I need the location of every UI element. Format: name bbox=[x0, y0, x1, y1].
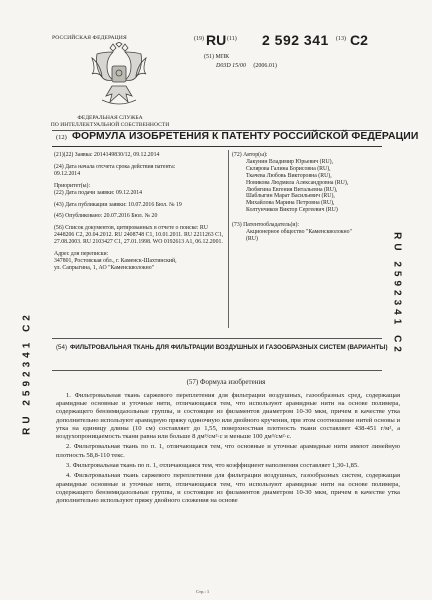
patent-office-label bbox=[40, 115, 180, 128]
author-item: Новикова Людмила Александровна (RU), bbox=[246, 179, 349, 186]
coat-of-arms-icon bbox=[90, 42, 148, 108]
ipc-code: D03D 15/00 bbox=[216, 63, 246, 69]
claim-paragraph: 3. Фильтровальная ткань по п. 1, отличающаяся тем, что коэффициент наполнения составляет 1,30-1,85. bbox=[66, 462, 359, 469]
document-title: ФОРМУЛА ИЗОБРЕТЕНИЯ К ПАТЕНТУ РОССИЙСКОЙ ФЕДЕРАЦИИ bbox=[72, 131, 419, 142]
invention-divider bbox=[52, 370, 382, 371]
column-divider bbox=[228, 150, 229, 328]
cited-references: (56) Список документов, цитированных в отчете о поиске: RU 2448206 C2, 20.04.2012. RU 2408748 C1, 10.01.2011. RU 2211263 C1, 27.08.2003. RU 2103427 C1, 27.01.1998. WO 0192613 A1, 06.12.2001. bbox=[54, 225, 224, 246]
service-line-1: ФЕДЕРАЛЬНАЯ СЛУЖБА bbox=[77, 115, 143, 121]
patent-number: 2 592 341 bbox=[262, 32, 329, 48]
application-publication: (43) Дата публикации заявки: 10.07.2016 Бюл. № 19 bbox=[54, 201, 182, 208]
service-line-2: ПО ИНТЕЛЛЕКТУАЛЬНОЙ СОБСТВЕННОСТИ bbox=[50, 121, 170, 128]
claim-paragraph: 1. Фильтровальная ткань саржевого переплетения для фильтрации воздушных, газообразных сред, содержащая арамидные основные и уточные нити, отличающаяся тем, что используют арамидные нити на основе полимера, содержащего бензимидазольные группы, и состоящие из филаментов диаметром 10-30 мкм, причем в качестве утка дополнительно используют арамидную пряжу одиночную или двойного кручения, при этом соотношение нитей основы и утка на единицу длины (10 см) составляет до 1,55, поверхностная плотность ткани составляет 438-451 г/м², а воздухопроницаемость ткани равна или больше 8 дм³/см²·с и меньше 100 дм³/см²·с. bbox=[56, 392, 400, 441]
author-item: Любягина Евгения Витальевна (RU), bbox=[246, 186, 338, 193]
formula-heading: (57) Формула изобретения bbox=[186, 378, 266, 386]
inid-code-12: (12) bbox=[56, 134, 67, 141]
filing-date: (22) Дата подачи заявки: 09.12.2014 bbox=[54, 189, 143, 196]
invention-title bbox=[56, 344, 396, 352]
ipc-classification bbox=[216, 63, 277, 69]
authors-label: (72) Автор(ы): bbox=[232, 152, 268, 158]
author-item: Колтунчиков Виктор Сергеевич (RU) bbox=[246, 207, 338, 214]
claims-text bbox=[56, 392, 400, 507]
patentee-label: (73) Патентообладатель(и): bbox=[232, 222, 300, 229]
inid-code-11: (11) bbox=[227, 36, 237, 42]
correspondence-line-1: 347801, Ростовская обл., г. Каменск-Шахтинский, bbox=[54, 257, 177, 264]
invention-title-text: ФИЛЬТРОВАЛЬНАЯ ТКАНЬ ДЛЯ ФИЛЬТРАЦИИ ВОЗДУШНЫХ И ГАЗООБРАЗНЫХ СИСТЕМ (ВАРИАНТЫ) bbox=[70, 344, 388, 351]
author-item: Михайлова Марина Петровна (RU), bbox=[246, 200, 335, 207]
author-item: Шаблыгин Марат Васильевич (RU), bbox=[246, 193, 335, 200]
country-code: RU bbox=[206, 32, 227, 48]
authors-block bbox=[232, 152, 382, 243]
page-number: Стр.: 1 bbox=[196, 589, 210, 594]
side-code-text: RU 2592341 C2 bbox=[21, 311, 33, 435]
author-item: Ткачева Любовь Викторовна (RU), bbox=[246, 172, 332, 179]
author-item: Лакунин Владимир Юрьевич (RU), bbox=[246, 158, 334, 165]
patentee-name: Акционерное общество "Каменскволокно" bbox=[246, 229, 352, 236]
patentee-country: (RU) bbox=[246, 235, 258, 242]
ipc-year: (2006.01) bbox=[253, 63, 277, 69]
author-item: Склярова Галина Борисовна (RU), bbox=[246, 165, 331, 172]
inid-code-54: (54) bbox=[56, 344, 68, 351]
biblio-divider bbox=[52, 338, 382, 339]
kind-code: C2 bbox=[350, 32, 368, 48]
inid-code-19: (19) bbox=[194, 36, 204, 42]
title-divider bbox=[52, 146, 382, 147]
effective-date-label: (24) Дата начала отсчета срока действия патента: bbox=[54, 163, 176, 170]
claim-paragraph: 2. Фильтровальная ткань по п. 1, отличающаяся тем, что основные и уточные арамидные нити имеют линейную плотность 58,8-110 текс. bbox=[56, 443, 400, 459]
ipc-label: (51) МПК bbox=[204, 54, 230, 60]
application-number: (21)(22) Заявка: 2014149830/12, 09.12.2014 bbox=[54, 152, 160, 158]
correspondence-line-2: ул. Сапрыгина, 1, АО "Каменскволокно" bbox=[54, 264, 155, 271]
federation-label: РОССИЙСКАЯ ФЕДЕРАЦИЯ bbox=[52, 35, 127, 41]
claim-paragraph: 4. Фильтровальная ткань саржевого переплетения для фильтрации воздушных, газообразных систем, содержащая арамидные основные и уточные нити, отличающаяся тем, что используют арамидные нити на основе полимера, содержащего бензимидазольные группы, и состоящие из филаментов диаметром 10-30 мкм, причем в качестве утка дополнительно используют пряжу двойного сложения на основе bbox=[56, 472, 400, 504]
correspondence-label: Адрес для переписки: bbox=[54, 251, 109, 258]
effective-date: 09.12.2014 bbox=[54, 170, 81, 177]
side-code-text: RU 2592341 C2 bbox=[391, 232, 403, 356]
priority-label: Приоритет(ы): bbox=[54, 182, 91, 189]
side-patent-code-left bbox=[16, 298, 38, 448]
side-patent-code-right bbox=[386, 224, 408, 364]
bibliographic-data bbox=[54, 152, 226, 272]
inid-code-13: (13) bbox=[336, 36, 346, 42]
publication-date: (45) Опубликовано: 20.07.2016 Бюл. № 20 bbox=[54, 213, 158, 220]
